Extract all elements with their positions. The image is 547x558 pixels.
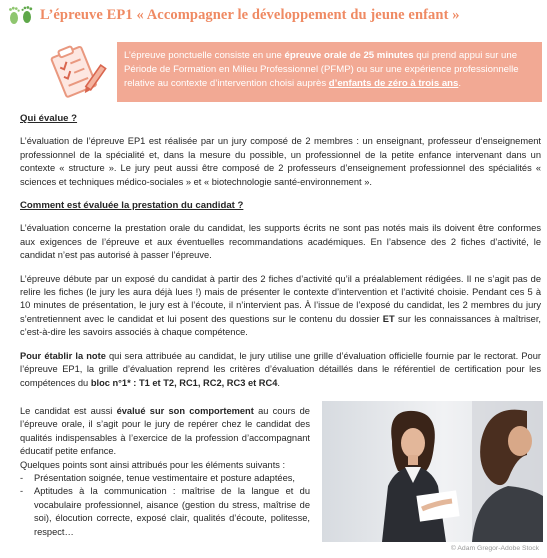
section-how-paragraph-3: Pour établir la note qui sera attribuée au candidat, le jury utilise une grille d’évaluation officielle fournie par le rectorat. Pour l’épreuve EP1, la grille d’évaluation reprend les critères d’évaluation détaillés dans le référentiel de certification pour les compétences du bloc n°1* : T1 et T2, RC1, RC2, RC3 et RC4. <box>20 350 541 388</box>
intro-text-1: L’épreuve ponctuelle consiste en une <box>124 50 285 61</box>
section-how-paragraph-1: L’évaluation concerne la prestation orale du candidat, les supports écrits ne sont pas notés mais ils doivent être conformes aux exigences de l’épreuve et aux éventuelles recommandations académiques. En l’absence des 2 fiches d’activité, le candidat n’est pas autorisé à passer l’épreuve. <box>20 223 541 261</box>
clipboard-checklist-icon <box>44 38 108 102</box>
photo-credit: © Adam Gregor-Adobe Stock <box>450 545 539 552</box>
page-title: L’épreuve EP1 « Accompagner le développement du jeune enfant » <box>40 6 460 23</box>
intro-text-3: . <box>458 78 462 90</box>
list-item: - Présentation soignée, tenue vestimentaire et posture adaptées, <box>20 473 295 484</box>
section-how-paragraph-2: L’épreuve débute par un exposé du candidat à partir des 2 fiches d’activité qu’il a préalablement rédigées. Il ne s’agit pas de relire les fiches (le jury les aura déjà lues !) mais de présenter le contexte d’intervention et l’activité choisie. Pendant ces 5 à 10 minutes de présentation, le jury est à l’écoute, il n’intervient pas. À l’issue de l’exposé du candidat, les 2 membres du jury s’entretiennent avec le candidat et lui posent des questions sur le contenu du dossier ET sur les connaissances à maîtriser, c’est-à-dire les savoirs associés à chaque compétence. <box>20 273 541 338</box>
intro-highlight-duration: épreuve orale de 25 minutes <box>284 50 414 61</box>
behaviour-list-intro: Quelques points sont ainsi attribués pour les éléments suivants : <box>20 459 286 470</box>
list-item: - Aptitudes à la communication : maîtrise de la langue et du vocabulaire professionnel, aisance (gestion du stress, maîtrise de soi), élocution correcte, exposé clair, qualités d’écoute, politesse, respect… <box>20 486 310 537</box>
interview-photo <box>322 401 543 542</box>
section-who-paragraph: L’évaluation de l’épreuve EP1 est réalisée par un jury composé de 2 membres : un enseignant, professeur d’enseignement professionnel de la spécialité et, dans la mesure du possible, un professionnel de la petite enfance intervenant dans un contexte « structure ». Le jury peut aussi être composé de 2 professeurs d’enseignement professionnel des spécialités « sciences et techniques médico-sociales » et « biotechnologie santé-environnement ». <box>20 136 541 187</box>
footprints-icon <box>4 5 36 25</box>
intro-highlight-age: d’enfants de zéro à trois ans <box>328 78 459 90</box>
title-row <box>4 4 460 26</box>
main-content <box>20 112 541 390</box>
section-heading-who: Qui évalue ? <box>20 113 78 124</box>
section-heading-how: Comment est évaluée la prestation du candidat ? <box>20 200 244 212</box>
intro-text-2: qui prend appui sur une Période de Formation en Milieu Professionnel (PFMP) ou sur une expérience professionnelle relative au contexte d’intervention choisi auprès <box>124 50 519 90</box>
behaviour-section <box>20 405 310 539</box>
behaviour-paragraph: Le candidat est aussi évalué sur son comportement au cours de l’épreuve orale, il s’agit pour le jury de repérer chez le candidat des qualités indispensables à l’exercice de la profession d’accompagnant éducatif petite enfance. <box>20 406 310 457</box>
intro-box <box>117 42 542 102</box>
